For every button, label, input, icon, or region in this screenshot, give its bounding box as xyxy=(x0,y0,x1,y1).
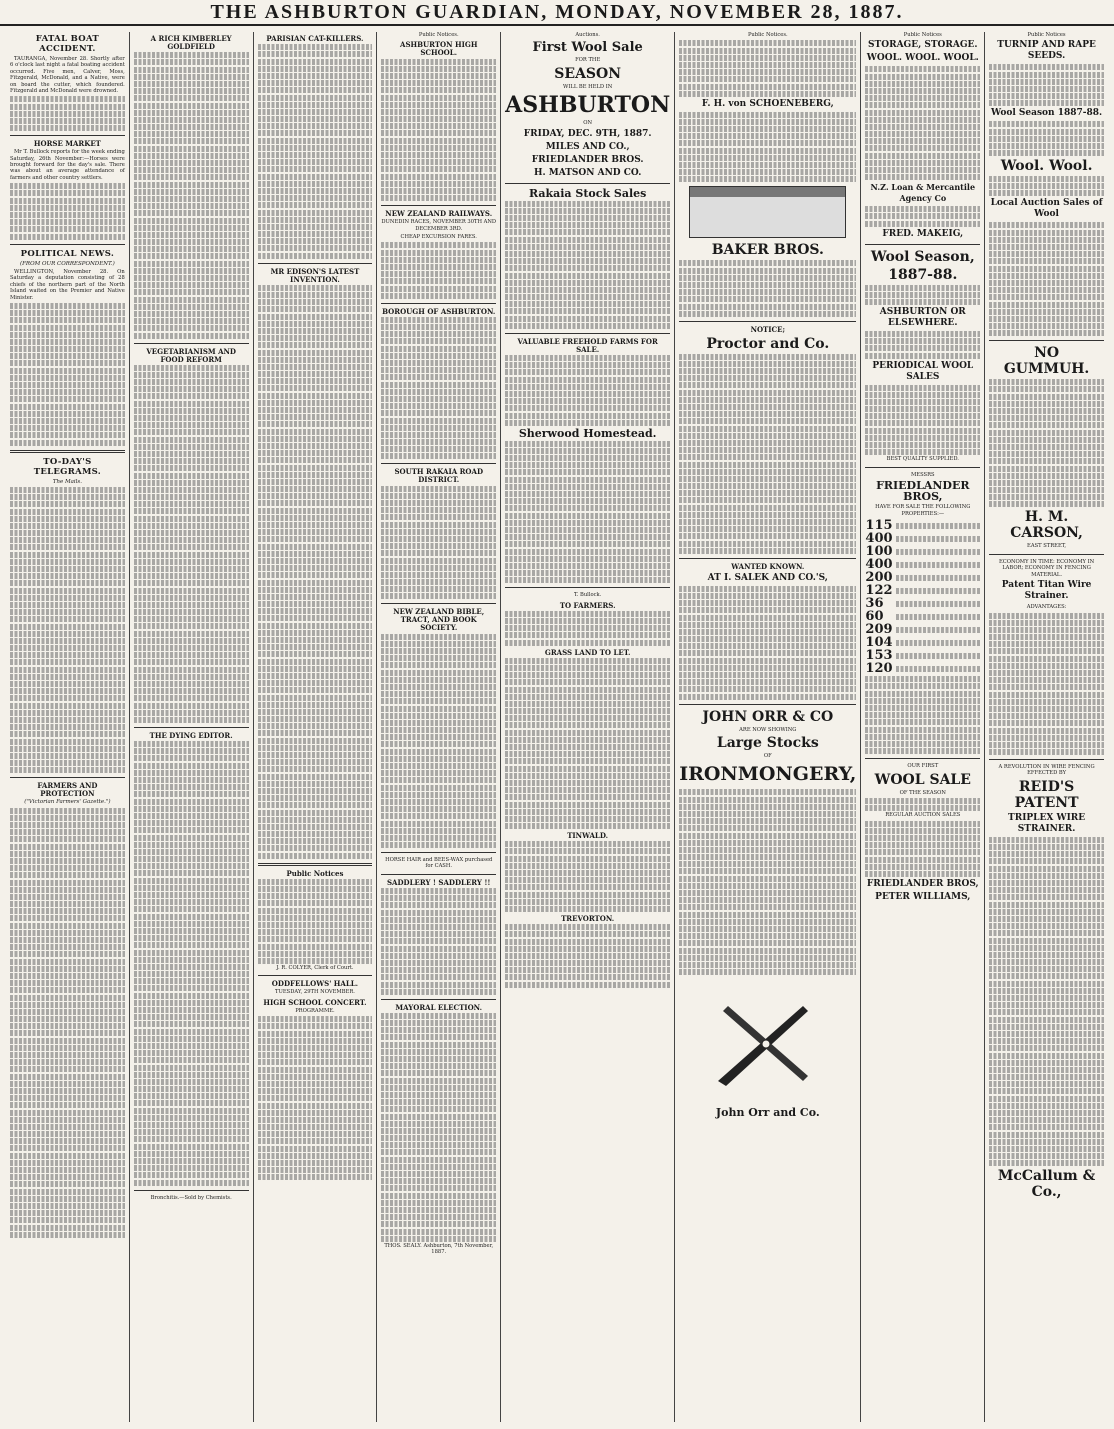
headline: THE DYING EDITOR. xyxy=(149,730,233,740)
ad-title: Patent Titan Wire Strainer. xyxy=(1001,580,1092,602)
ad-text: ECONOMY IN TIME: ECONOMY IN LABOR; ECONOMY IN FENCING MATERIAL. xyxy=(998,558,1095,578)
ad-title: FRIEDLANDER BROS, xyxy=(876,479,970,504)
ad-text: EAST STREET, xyxy=(1027,543,1067,550)
ad-title: PETER WILLIAMS, xyxy=(875,892,971,902)
ad-title: TURNIP AND RAPE SEEDS. xyxy=(997,40,1096,62)
headline: A RICH KIMBERLEY GOLDFIELD xyxy=(150,34,232,51)
ad-text: OF THE SEASON xyxy=(899,789,946,796)
headline: VEGETARIANISM AND FOOD REFORM xyxy=(146,346,237,364)
headline: POLITICAL NEWS. xyxy=(20,248,115,259)
acreage-number: 400 xyxy=(865,531,893,547)
headline: TREVORTON. xyxy=(561,913,615,923)
article-text: Mr T. Bullock reports for the week ending Saturday, 26th November:—Horses were brought forward for the day's sale. There was about an average attendance of farmers and other country settlers. xyxy=(10,149,125,181)
subhead: PROGRAMME. xyxy=(295,1007,335,1014)
headline: PARISIAN CAT-KILLERS. xyxy=(266,34,364,43)
ad-title: WOOL. WOOL. WOOL. xyxy=(866,53,979,64)
headline: HORSE MARKET xyxy=(33,139,101,149)
section-heading: Public Notices xyxy=(1027,32,1066,38)
headline: SOUTH RAKAIA ROAD DISTRICT. xyxy=(394,467,484,485)
ad-text: WILL BE HELD IN xyxy=(563,83,613,90)
acreage-number: 153 xyxy=(865,648,893,664)
acreage-row xyxy=(865,662,980,675)
ad-text: Bronchitis.—Sold by Chemists. xyxy=(150,1194,232,1201)
ad-text: MESSRS xyxy=(911,471,935,478)
section-heading: T. Bullock. xyxy=(574,592,602,599)
headline: ODDFELLOWS' HALL. xyxy=(271,979,359,989)
ad-title: Sherwood Homestead. xyxy=(518,426,657,440)
subhead: (FROM OUR CORRESPONDENT.) xyxy=(19,260,115,267)
acreage-number: 400 xyxy=(865,557,893,573)
ad-title: First Wool Sale xyxy=(532,40,643,56)
headline: TO FARMERS. xyxy=(559,600,616,610)
acreage-number: 36 xyxy=(865,596,884,612)
ad-title: WOOL SALE xyxy=(874,771,971,788)
ad-title: Proctor and Co. xyxy=(706,335,830,352)
ad-text: ADVANTAGES: xyxy=(1026,604,1067,611)
acreage-number: 122 xyxy=(865,583,893,599)
acreage-number: 200 xyxy=(865,570,893,586)
shears-icon xyxy=(708,986,828,1096)
column-2 xyxy=(130,32,254,1422)
ad-title: Large Stocks xyxy=(716,735,819,751)
headline: ASHBURTON HIGH SCHOOL. xyxy=(400,40,478,58)
subhead: DUNEDIN RACES, NOVEMBER 30TH AND DECEMBER 3RD. xyxy=(381,219,497,232)
ad-text: OUR FIRST xyxy=(907,763,939,770)
headline: NOTICE; xyxy=(750,324,786,334)
ad-title: F. H. von SCHOENEBERG, xyxy=(701,98,834,109)
section-heading: Auctions. xyxy=(575,32,600,38)
headline: NEW ZEALAND RAILWAYS. xyxy=(385,209,493,219)
column-8 xyxy=(985,32,1108,1422)
signature: THOS. SEALY. Ashburton, 7th November, 1887. xyxy=(384,1242,494,1256)
ad-title: AT I. SALEK AND CO.'S, xyxy=(707,572,828,583)
ad-title: ASHBURTON OR ELSEWHERE. xyxy=(879,306,966,328)
acreage-number: 115 xyxy=(865,518,893,534)
headline: MAYORAL ELECTION. xyxy=(395,1002,483,1012)
ad-text: HORSE HAIR and BEES-WAX purchased for CASH. xyxy=(385,857,493,870)
headline: TINWALD. xyxy=(567,831,609,841)
headline: HIGH SCHOOL CONCERT. xyxy=(263,997,367,1007)
column-4 xyxy=(377,32,501,1422)
ad-text: REGULAR AUCTION SALES xyxy=(885,812,961,819)
subhead: CHEAP EXCURSION FARES. xyxy=(400,233,477,240)
section-heading: Public Notices xyxy=(286,868,344,878)
ad-title: Local Auction Sales of Wool xyxy=(990,198,1103,220)
ad-title: BAKER BROS. xyxy=(711,242,824,259)
subhead: ("Victorian Farmers' Gazette.") xyxy=(24,799,111,806)
ad-title: H. M. CARSON, xyxy=(1010,509,1083,542)
ad-title: FRIEDLANDER BROS, xyxy=(866,879,979,889)
headline: VALUABLE FREEHOLD FARMS FOR SALE. xyxy=(517,336,658,354)
acreage-number: 104 xyxy=(865,635,893,651)
headline: SADDLERY ! SADDLERY !! xyxy=(386,877,491,887)
article-text: WELLINGTON, November 28. On Saturday a deputation consisting of 28 chiefs of the northern part of the North Island waited on the Premier and Native Minister. xyxy=(10,268,125,301)
ad-title: FRIEDLANDER BROS. xyxy=(531,154,644,165)
ad-title: H. MATSON AND CO. xyxy=(533,167,642,178)
ad-text: HAVE FOR SALE THE FOLLOWING PROPERTIES:— xyxy=(875,504,971,517)
ad-text: BEST QUALITY SUPPLIED. xyxy=(886,456,959,463)
section-heading: Public Notices. xyxy=(418,32,459,38)
headline: FARMERS AND PROTECTION xyxy=(37,781,98,799)
masthead: THE ASHBURTON GUARDIAN, MONDAY, NOVEMBER 28, 1887. xyxy=(0,0,1114,26)
column-3 xyxy=(254,32,378,1422)
column-6 xyxy=(675,32,861,1422)
acreage-list xyxy=(865,519,980,675)
headline: TO-DAY'S TELEGRAMS. xyxy=(33,456,102,477)
ad-title: STORAGE, STORAGE. xyxy=(868,40,978,51)
ad-title: Wool. Wool. xyxy=(1000,158,1093,175)
subhead: The Mails. xyxy=(52,478,82,485)
ad-title: TRIPLEX WIRE STRAINER. xyxy=(1008,812,1086,834)
column-1 xyxy=(6,32,130,1422)
headline: GRASS LAND TO LET. xyxy=(544,647,631,657)
acreage-number: 60 xyxy=(865,609,884,625)
page-columns xyxy=(6,32,1108,1422)
ad-title: JOHN ORR & CO xyxy=(702,708,834,725)
ad-title: 1887-88. xyxy=(888,266,958,283)
ad-text: ON xyxy=(583,120,593,127)
column-7 xyxy=(861,32,985,1422)
column-5 xyxy=(501,32,675,1422)
ad-title: IRONMONGERY, xyxy=(679,763,857,786)
ad-title: NO GUMMUH. xyxy=(1003,345,1090,378)
shears-illustration xyxy=(699,981,836,1101)
headline: BOROUGH OF ASHBURTON. xyxy=(382,306,496,316)
ad-title: FRED. MAKEIG, xyxy=(882,228,964,239)
ad-title: REID'S PATENT xyxy=(1014,778,1079,811)
ad-text: A REVOLUTION IN WIRE FENCING EFFECTED BY xyxy=(998,764,1095,777)
acreage-number: 120 xyxy=(865,661,893,677)
ad-title: John Orr and Co. xyxy=(715,1106,820,1120)
ad-title: PERIODICAL WOOL SALES xyxy=(872,360,974,382)
headline: WANTED KNOWN. xyxy=(731,561,805,571)
ad-title: McCallum & Co., xyxy=(997,1168,1096,1201)
headline: FATAL BOAT ACCIDENT. xyxy=(35,34,100,54)
bakery-illustration xyxy=(689,186,846,238)
ad-text: FOR THE xyxy=(575,57,601,64)
ad-text: OF xyxy=(763,753,772,759)
acreage-number: 100 xyxy=(865,544,893,560)
article-text: TAURANGA, November 28. Shortly after 6 o'clock last night a fatal boating accident occurred. Five men, Calver, Moss, Fitzgerald, McDonald, and a Native, were on board the cutter, which foundered. Fitzgerald and McDonald were drowned. xyxy=(10,56,125,95)
subhead: TUESDAY, 29TH NOVEMBER. xyxy=(275,989,355,996)
ad-title: SEASON xyxy=(554,65,622,82)
ad-title: Rakaia Stock Sales xyxy=(528,186,647,200)
ad-title: Wool Season 1887-88. xyxy=(990,108,1103,119)
section-heading: Public Notices xyxy=(903,32,942,38)
signature: J. R. COLYER, Clerk of Court. xyxy=(276,965,354,972)
ad-text: ARE NOW SHOWING xyxy=(739,726,797,733)
ad-title: FRIDAY, DEC. 9TH, 1887. xyxy=(523,128,652,139)
ad-title: Wool Season, xyxy=(870,248,975,265)
acreage-number: 209 xyxy=(865,622,893,638)
headline: NEW ZEALAND BIBLE, TRACT, AND BOOK SOCIETY. xyxy=(393,607,485,633)
ad-title: MILES AND CO., xyxy=(545,141,630,152)
headline: MR EDISON'S LATEST INVENTION. xyxy=(270,266,360,284)
ad-title: ASHBURTON xyxy=(505,92,671,119)
section-heading: Public Notices. xyxy=(747,32,788,38)
ad-title: N.Z. Loan & Mercantile Agency Co xyxy=(870,182,976,204)
